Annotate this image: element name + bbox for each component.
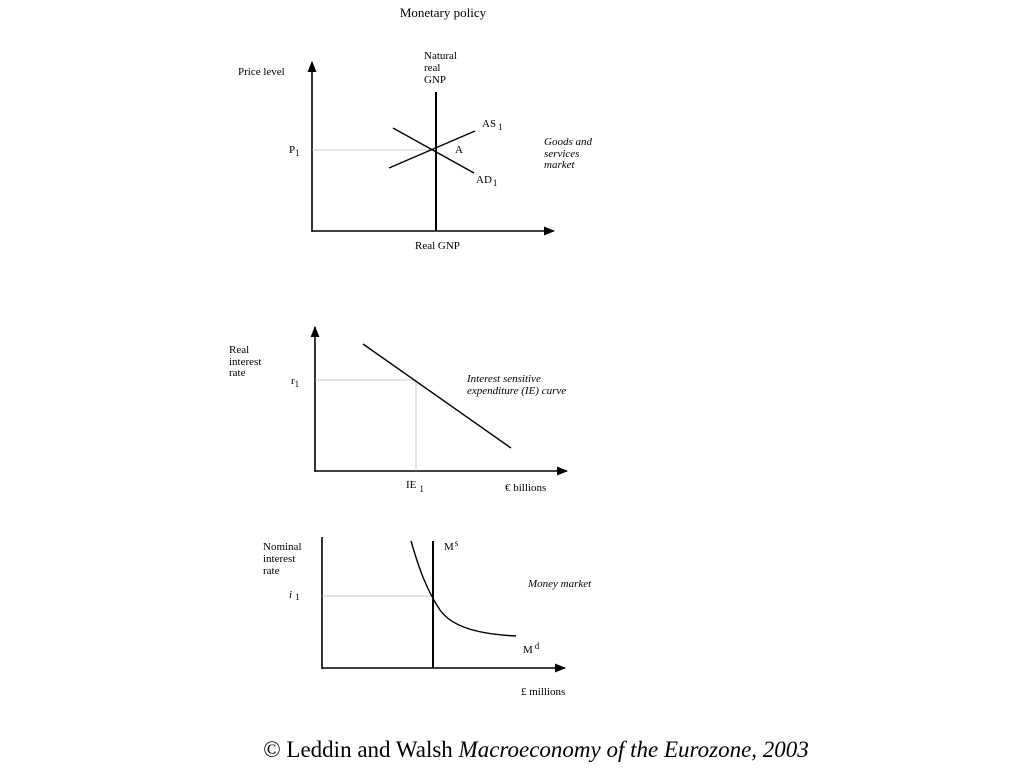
copyright-footer [263,737,809,762]
footer-authors: © Leddin and Walsh [263,737,459,762]
goods-market-panel [238,50,595,252]
ie1-label-sub: 1 [419,484,424,494]
ie-curve-label-line: Interest sensitive [467,373,541,385]
p1-label [289,144,300,158]
ie1-label-main: IE [406,479,417,491]
point-a-label: A [455,144,463,156]
i1-label-main: i [289,589,293,601]
i1-label-sub: 1 [295,592,300,602]
as-label [482,118,503,132]
ie-x-axis-label: € billions [505,482,547,494]
ie-y-axis-label-line: Real [229,344,250,356]
ad-label [476,174,497,188]
money-market-label: Money market [528,578,592,590]
r1-label-sub: 1 [294,379,300,389]
money-market-panel [263,537,592,698]
p1-label-main: P [289,144,296,156]
money-y-axis-label [263,541,304,577]
money-y-axis-label-line: interest [263,553,296,565]
natural-gnp-label-line: Natural [424,50,457,62]
i1-label [289,589,300,602]
ad-label-sub: 1 [492,178,498,188]
ie-y-axis-label-line: rate [229,367,246,379]
ms-label [444,538,459,553]
natural-gnp-label-line: GNP [424,74,447,86]
as-label-main: AS [482,118,497,130]
p1-label-sub: 1 [295,148,300,158]
goods-market-label [544,136,595,171]
r1-label [291,375,299,389]
natural-gnp-label [424,50,460,86]
ie-curve-label-line: expenditure (IE) curve [467,385,567,397]
ms-label-sup: s [454,538,459,548]
slide-title: Monetary policy [399,5,487,20]
goods-x-axis-label: Real GNP [415,240,460,252]
md-label-main: M [523,644,533,656]
ad-label-main: AD [476,174,492,186]
ie-curve-label [466,373,566,397]
goods-market-label-line: services [544,148,580,160]
goods-y-axis-label: Price level [238,66,285,78]
natural-gnp-label-line: real [424,62,441,74]
md-label-sup: d [534,641,540,651]
md-label [523,641,540,656]
r1-label-main: r [291,375,295,387]
goods-market-label-line: Goods and [544,136,592,148]
ie1-label [406,479,424,494]
money-y-axis-label-line: rate [263,565,280,577]
money-demand-curve [411,541,516,636]
ie-y-axis-label [229,344,264,379]
as-label-sub: 1 [498,122,503,132]
ms-label-main: M [444,541,454,553]
footer-book-title: Macroeconomy of the Eurozone, 2003 [458,737,809,762]
money-y-axis-label-line: Nominal [263,541,302,553]
ie-y-axis-label-line: interest [229,356,262,368]
ie-panel [229,327,567,494]
goods-market-label-line: market [544,159,575,171]
money-x-axis-label: £ millions [521,686,566,698]
